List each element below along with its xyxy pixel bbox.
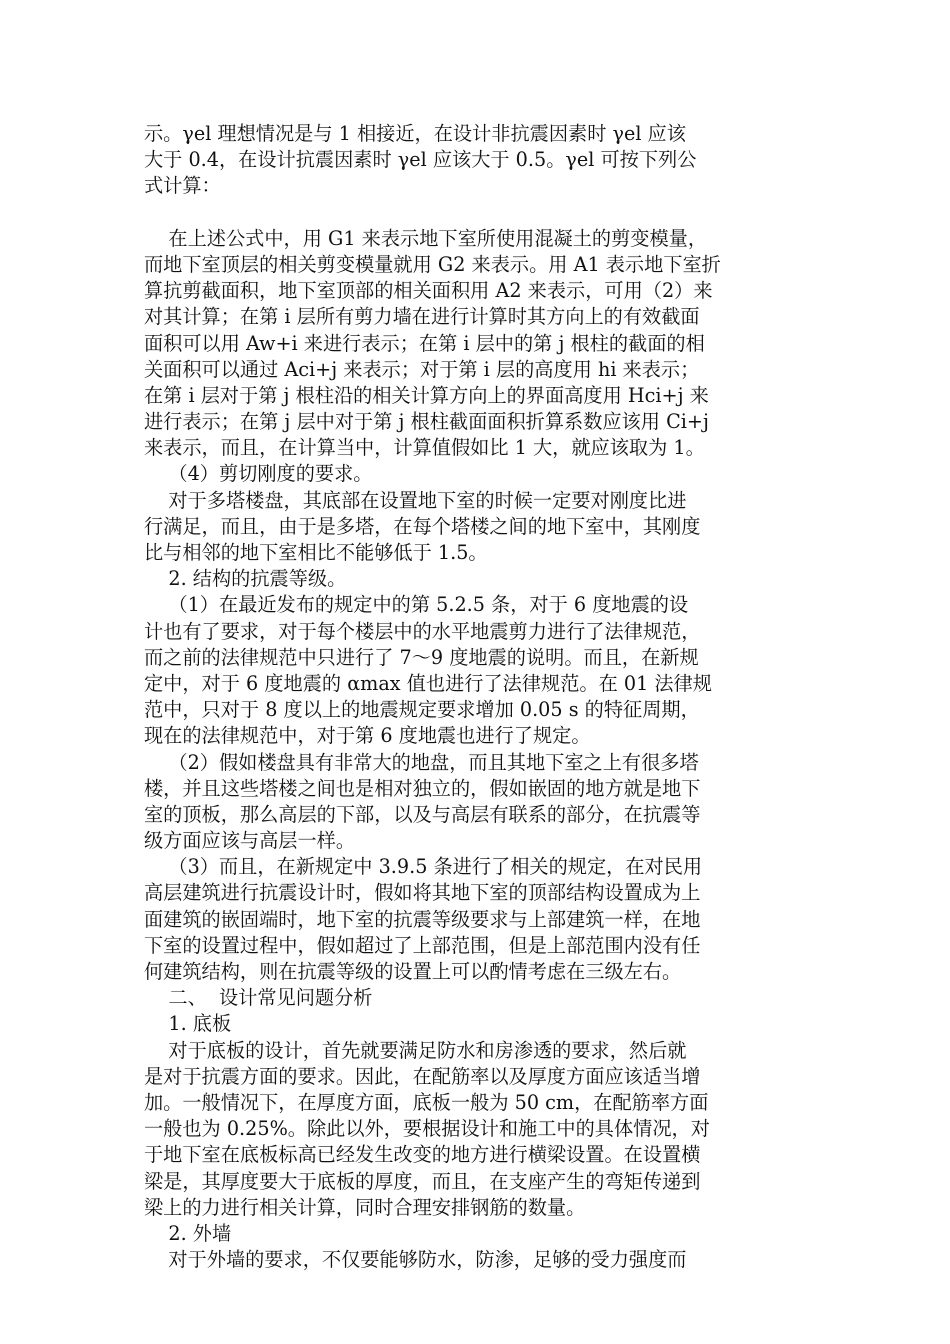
text-line: 行满足，而且，由于是多塔，在每个塔楼之间的地下室中，其刚度: [144, 514, 701, 538]
text-line: （1）在最近发布的规定中的第 5.2.5 条，对于 6 度地震的设: [144, 593, 689, 617]
text-line: （2）假如楼盘具有非常大的地盘，而且其地下室之上有很多塔: [144, 750, 699, 774]
text-line: 梁是，其厚度要大于底板的厚度，而且，在支座产生的弯矩传递到: [144, 1169, 701, 1193]
text-line: 下室的设置过程中，假如超过了上部范围，但是上部范围内没有任: [144, 933, 701, 957]
text-line: 室的顶板，那么高层的下部，以及与高层有联系的部分，在抗震等: [144, 802, 701, 826]
text-line: 比与相邻的地下室相比不能够低于 1.5。: [144, 541, 488, 564]
text-line: 对其计算；在第 i 层所有剪力墙在进行计算时其方向上的有效截面: [144, 305, 700, 329]
text-line: 来表示，而且，在计算当中，计算值假如比 1 大，就应该取为 1。: [144, 436, 705, 460]
text-line: 算抗剪截面积，地下室顶部的相关面积用 A2 来表示，可用（2）来: [144, 279, 713, 303]
text-line: 面建筑的嵌固端时，地下室的抗震等级要求与上部建筑一样，在地: [144, 907, 701, 931]
text-line: 而地下室顶层的相关剪变模量就用 G2 来表示。用 A1 表示地下室折: [144, 252, 721, 276]
text-line: 大于 0.4，在设计抗震因素时 γel 应该大于 0.5。γel 可按下列公: [144, 148, 697, 172]
text-line: 一般也为 0.25%。除此以外，要根据设计和施工中的具体情况，对: [144, 1117, 710, 1141]
section-heading: 1. 底板: [144, 1012, 232, 1036]
text-line: 关面积可以通过 Aci+j 来表示；对于第 i 层的高度用 hi 来表示；: [144, 357, 700, 381]
text-line: 在上述公式中，用 G1 来表示地下室所使用混凝土的剪变模量，: [144, 226, 708, 250]
document-body: [144, 121, 804, 1273]
section-heading: 2. 外墙: [144, 1221, 232, 1245]
text-line: 而之前的法律规范中只进行了 7～9 度地震的说明。而且，在新规: [144, 645, 699, 669]
text-line: 现在的法律规范中，对于第 6 度地震也进行了规定。: [144, 724, 591, 748]
text-line: 式计算：: [144, 174, 221, 198]
text-line: 加。一般情况下，在厚度方面，底板一般为 50 cm，在配筋率方面: [144, 1090, 709, 1114]
text-line: 楼，并且这些塔楼之间也是相对独立的，假如嵌固的地方就是地下: [144, 776, 701, 800]
text-line: 高层建筑进行抗震设计时，假如将其地下室的顶部结构设置成为上: [144, 881, 701, 905]
text-line: 进行表示；在第 j 层中对于第 j 根柱截面面积折算系数应该用 Ci+j: [144, 410, 709, 434]
text-line: 计也有了要求，对于每个楼层中的水平地震剪力进行了法律规范，: [144, 619, 701, 643]
text-line: 对于外墙的要求，不仅要能够防水，防渗，足够的受力强度而: [144, 1248, 687, 1272]
section-heading: （4）剪切刚度的要求。: [144, 462, 373, 486]
text-line: 于地下室在底板标高已经发生改变的地方进行横梁设置。在设置横: [144, 1143, 701, 1167]
text-line: 面积可以用 Aw+i 来进行表示；在第 i 层中的第 j 根柱的截面的相: [144, 331, 705, 355]
text-line: 对于底板的设计，首先就要满足防水和房渗透的要求，然后就: [144, 1038, 687, 1062]
text-line: 是对于抗震方面的要求。因此，在配筋率以及厚度方面应该适当增: [144, 1064, 701, 1088]
text-line: 在第 i 层对于第 j 根柱沿的相关计算方向上的界面高度用 Hci+j 来: [144, 383, 709, 407]
section-heading: 二、 设计常见问题分析: [144, 986, 373, 1010]
text-line: 级方面应该与高层一样。: [144, 829, 356, 853]
text-line: 定中，对于 6 度地震的 αmax 值也进行了法律规范。在 01 法律规: [144, 671, 712, 695]
blank-line: [144, 200, 804, 226]
text-line: 何建筑结构，则在抗震等级的设置上可以酌情考虑在三级左右。: [144, 960, 682, 983]
text-line: 梁上的力进行相关计算，同时合理安排钢筋的数量。: [144, 1195, 586, 1219]
section-heading: 2. 结构的抗震等级。: [144, 567, 347, 591]
text-line: 示。γel 理想情况是与 1 相接近，在设计非抗震因素时 γel 应该: [144, 122, 686, 145]
text-line: 对于多塔楼盘，其底部在设置地下室的时候一定要对刚度比进: [144, 488, 687, 512]
text-line: （3）而且，在新规定中 3.9.5 条进行了相关的规定，在对民用: [144, 855, 703, 879]
text-line: 范中，只对于 8 度以上的地震规定要求增加 0.05 s 的特征周期，: [144, 698, 700, 722]
